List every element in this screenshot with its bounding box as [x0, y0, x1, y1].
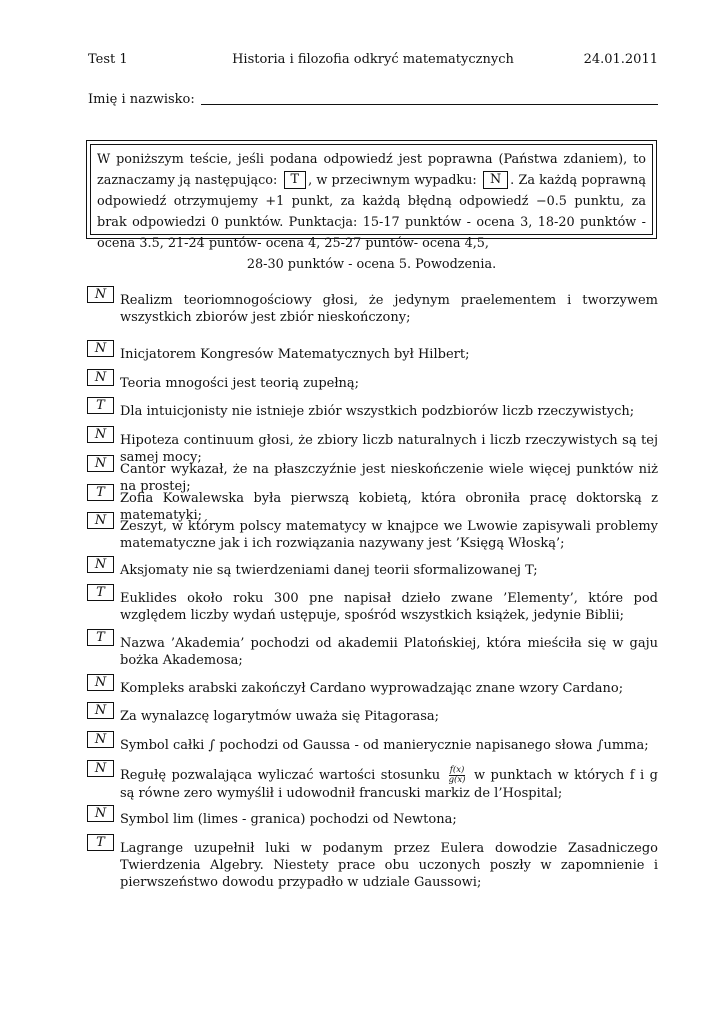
question-text: Cantor wykazał, że na płaszczyźnie jest nieskończenie wiele więcej punktów niż na prostej; [120, 462, 658, 494]
name-line[interactable] [201, 92, 658, 105]
question-6 [86, 455, 658, 494]
test-number: Test 1 [88, 52, 128, 67]
answer-box[interactable]: N [87, 512, 114, 529]
fraction [448, 766, 467, 785]
question-text-after: w punktach w których f i g są równe zero wymyślił i udowodnił francuski markiz de l’Hospital; [120, 768, 658, 801]
example-true-box: T [284, 171, 307, 189]
instructions-part-2: , w przeciwnym wypadku: [308, 173, 477, 188]
course-title: Historia i filozofia odkryć matematycznych [232, 52, 514, 67]
fraction-denominator: g(x) [448, 775, 466, 785]
instructions-text [90, 144, 653, 272]
question-17 [86, 834, 658, 896]
question-text: Hipoteza continuum głosi, że zbiory liczb naturalnych i liczb rzeczywistych są tej samej mocy; [120, 433, 658, 465]
name-label: Imię i nazwisko: [88, 92, 195, 107]
question-7 [86, 484, 658, 523]
page-header [88, 52, 658, 70]
question-text [120, 760, 658, 802]
question-text: Inicjatorem Kongresów Matematycznych był Hilbert; [120, 347, 470, 362]
question-1 [86, 286, 658, 340]
instructions-part-4: 28-30 punktów - ocena 5. Powodzenia. [246, 257, 497, 272]
question-12 [86, 674, 658, 702]
question-2 [86, 340, 658, 369]
question-text: Zofia Kowalewska była pierwszą kobietą, która obroniła pracę doktorską z matematyki; [120, 491, 658, 523]
question-text: Symbol lim (limes - granica) pochodzi od Newtona; [120, 812, 457, 827]
answer-box[interactable]: T [87, 834, 114, 851]
question-text: Teoria mnogości jest teorią zupełną; [120, 376, 360, 391]
answer-box[interactable]: N [87, 455, 114, 472]
answer-box[interactable]: N [87, 674, 114, 691]
question-text: Aksjomaty nie są twierdzeniami danej teorii sformalizowanej T; [120, 563, 538, 578]
question-text: Euklides około roku 300 pne napisał dzieło zwane ’Elementy’, które pod względem liczby wydań ustępuje, spośród wszystkich książek, jedynie Biblii; [120, 591, 658, 623]
answer-box[interactable]: N [87, 340, 114, 357]
answer-box[interactable]: N [87, 426, 114, 443]
question-15 [86, 760, 658, 805]
question-8 [86, 512, 658, 556]
question-text: Nazwa ’Akademia’ pochodzi od akademii Platońskiej, która mieściła się w gaju bożka Akademosa; [120, 636, 658, 668]
question-13 [86, 702, 658, 731]
question-text-before: Regułę pozwalająca wyliczać wartości stosunku [120, 768, 441, 783]
question-11 [86, 629, 658, 674]
question-text: Lagrange uzupełnił luki w podanym przez Eulera dowodzie Zasadniczego Twierdzenia Algebry. Niestety prace obu uczonych poszły w zapomnienie i pierwszeństwo dowodu przypadło w udziale Gaussowi; [120, 841, 658, 890]
answer-box[interactable]: N [87, 760, 114, 777]
question-text: Za wynalazcę logarytmów uważa się Pitagorasa; [120, 709, 440, 724]
question-9 [86, 556, 658, 584]
fraction-numerator: f(x) [449, 765, 465, 775]
question-text: Kompleks arabski zakończył Cardano wyprowadzając znane wzory Cardano; [120, 681, 624, 696]
question-text: Dla intuicjonisty nie istnieje zbiór wszystkich podzbiorów liczb rzeczywistych; [120, 404, 635, 419]
answer-box[interactable]: T [87, 629, 114, 646]
example-false-box: N [483, 171, 508, 189]
name-field [88, 89, 658, 107]
question-10 [86, 584, 658, 629]
answer-box[interactable]: N [87, 369, 114, 386]
instructions-box [86, 140, 657, 272]
answer-box[interactable]: N [87, 805, 114, 822]
answer-box[interactable]: N [87, 702, 114, 719]
test-date: 24.01.2011 [583, 52, 658, 67]
answer-box[interactable]: N [87, 286, 114, 303]
instructions-part-3: . Za każdą poprawną odpowiedź otrzymujemy +1 punkt, za każdą błędną odpowiedź −0.5 punktu, za brak odpowiedzi 0 punktów. Punktacja: 15-17 punktów - ocena 3, 18-20 punktów - ocena 3.5, 21-24 puntów- ocena 4, 25-27 puntów- ocena 4,5, [97, 173, 647, 251]
question-text: Symbol całki ∫ pochodzi od Gaussa - od manierycznie napisanego słowa ∫umma; [120, 738, 649, 753]
question-text: Realizm teoriomnogościowy głosi, że jedynym praelementem i tworzywem wszystkich zbiorów jest zbiór nieskończony; [120, 293, 658, 325]
question-14 [86, 731, 658, 760]
answer-box[interactable]: N [87, 556, 114, 573]
question-list [86, 286, 658, 896]
instructions-part-1: W poniższym teście, jeśli podana odpowiedź jest poprawna (Państwa zdaniem), to zaznaczamy ją następująco: [97, 152, 646, 188]
answer-box[interactable]: T [87, 397, 114, 414]
question-16 [86, 805, 658, 834]
question-3 [86, 369, 658, 397]
question-text: Zeszyt, w którym polscy matematycy w knajpce we Lwowie zapisywali problemy matematyczne jak i ich rozwiązania nazywany jest ’Księgą Włoską’; [120, 519, 658, 551]
question-4 [86, 397, 658, 426]
answer-box[interactable]: N [87, 731, 114, 748]
answer-box[interactable]: T [87, 584, 114, 601]
question-5 [86, 426, 658, 465]
answer-box[interactable]: T [87, 484, 114, 501]
